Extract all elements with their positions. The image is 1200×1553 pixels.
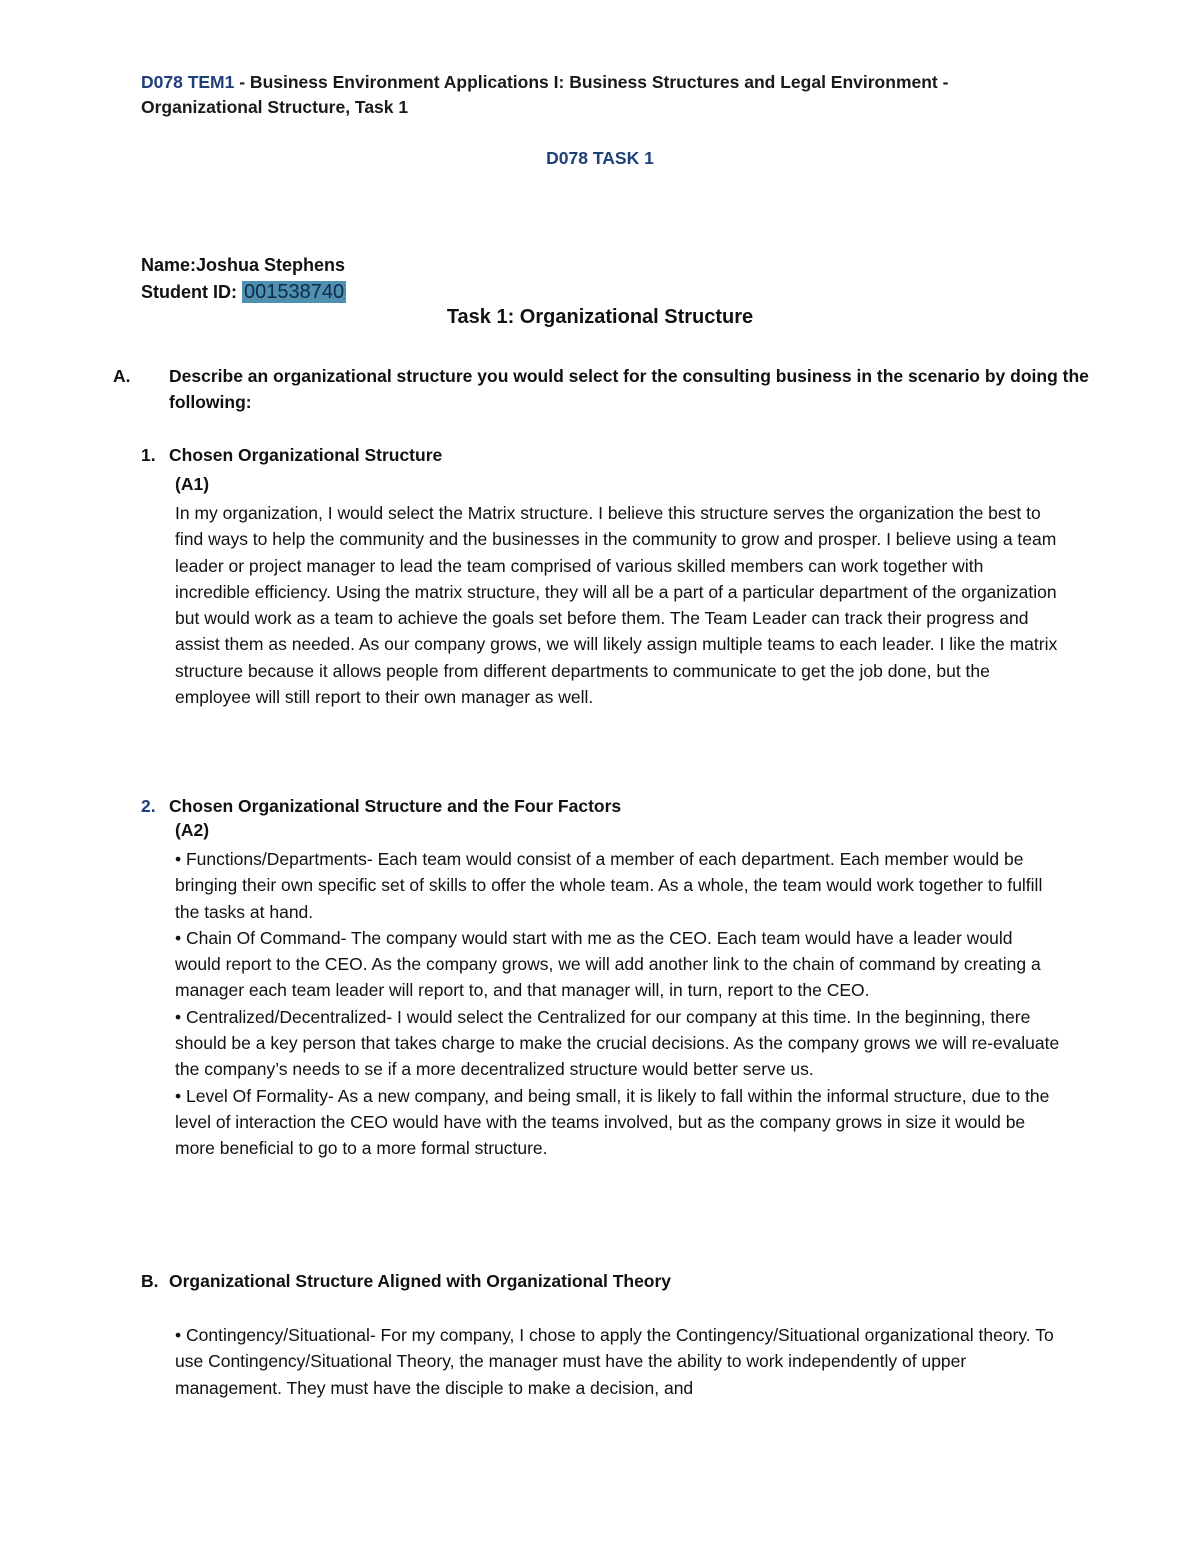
- document-title: D078 TASK 1: [546, 148, 654, 168]
- section-2-bullets: [175, 846, 1060, 1162]
- student-id-label: Student ID:: [141, 282, 242, 302]
- student-info: [141, 252, 346, 306]
- section-b-heading: [141, 1268, 1071, 1294]
- document-header: [141, 70, 1041, 120]
- bullet-contingency-situational: • Contingency/Situational- For my company, I chose to apply the Contingency/Situational organizational theory. To use Contingency/Situational Theory, the manager must have the ability to work independently of upper management. They must have the disciple to make a decision, and: [175, 1325, 1054, 1398]
- section-2-title: Chosen Organizational Structure and the Four Factors: [169, 796, 622, 816]
- student-id-value: 001538740: [244, 281, 345, 303]
- section-b-marker: B.: [141, 1271, 159, 1291]
- section-2-heading: [141, 793, 1071, 819]
- bullet-functions-departments: • Functions/Departments- Each team would consist of a member of each department. Each member would be bringing their own specific set of skills to offer the whole team. As a whole, the team would work together to fulfill the tasks at hand.: [175, 849, 1043, 922]
- section-1-title: Chosen Organizational Structure: [169, 445, 443, 465]
- section-1-paragraph: [175, 500, 1060, 710]
- section-b-bullets: [175, 1322, 1060, 1401]
- section-a-marker: A.: [113, 366, 131, 386]
- course-code: D078 TEM1: [141, 72, 235, 92]
- section-1-label: (A1): [175, 474, 210, 494]
- name-value: Joshua Stephens: [196, 255, 346, 275]
- student-name-line: [141, 252, 346, 279]
- bullet-level-of-formality: • Level Of Formality- As a new company, and being small, it is likely to fall within the informal structure, due to the level of interaction the CEO would have with the teams involved, but as the company grows in size it would be more beneficial to go to a more formal structure.: [175, 1085, 1050, 1159]
- student-id-line: [141, 279, 346, 306]
- section-1-heading: [141, 442, 1071, 468]
- name-label: Name:: [141, 255, 197, 275]
- section-1-marker: 1.: [141, 445, 156, 465]
- section-2-marker: 2.: [141, 796, 156, 816]
- section-1-body: In my organization, I would select the Matrix structure. I believe this structure serves the organization the best to find ways to help the community and the businesses in the community to grow and prosper. I believe using a team leader or project manager to lead the team comprised of various skilled members can work together with incredible efficiency. Using the matrix structure, they will all be a part of a particular department of the organization but would work as a team to achieve the goals set before them. The Team Leader can track their progress and assist them as needed. As our company grows, we will likely assign multiple teams to each leader. I like the matrix structure because it allows people from different departments to communicate to get the job done, but the employee will still report to their own manager as well.: [175, 503, 1058, 708]
- section-a-heading: [113, 363, 1099, 415]
- bullet-centralized-decentralized: • Centralized/Decentralized- I would select the Centralized for our company at this time. In the beginning, there should be a key person that takes charge to make the crucial decisions. As the company grows we will re-evaluate the company’s needs to se if a more decentralized structure would better serve us.: [175, 1006, 1060, 1080]
- section-2-label: (A2): [175, 820, 210, 840]
- task-heading: Task 1: Organizational Structure: [446, 306, 754, 328]
- bullet-chain-of-command: • Chain Of Command- The company would start with me as the CEO. Each team would have a leader would would report to the CEO. As the company grows, we will add another link to the chain of command by creating a manager each team leader will report to, and that manager will, in turn, report to the CEO.: [175, 927, 1041, 1001]
- course-title: - Business Environment Applications I: Business Structures and Legal Environment - Organizational Structure, Task 1: [141, 72, 949, 117]
- section-a-text: Describe an organizational structure you would select for the consulting business in the scenario by doing the following:: [169, 366, 1089, 412]
- section-b-title: Organizational Structure Aligned with Organizational Theory: [169, 1271, 672, 1291]
